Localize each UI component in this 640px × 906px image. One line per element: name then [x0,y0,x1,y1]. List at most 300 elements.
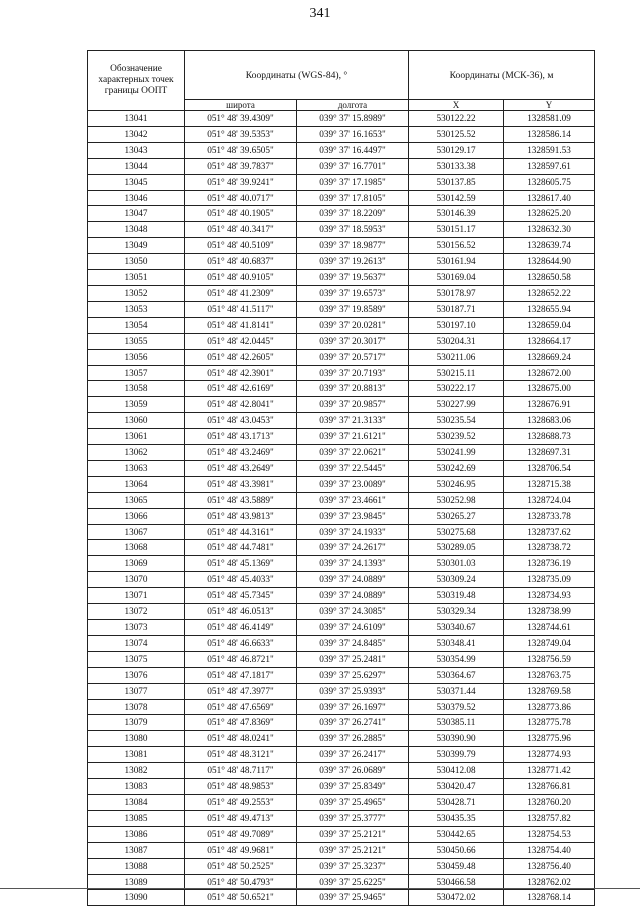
cell-longitude: 039° 37' 18.2209" [297,206,409,222]
cell-y-coord: 1328773.86 [504,699,595,715]
cell-x-coord: 530459.48 [409,858,504,874]
table-header-row [88,51,595,100]
cell-y-coord: 1328734.93 [504,588,595,604]
cell-x-coord: 530450.66 [409,842,504,858]
cell-x-coord: 530364.67 [409,667,504,683]
cell-y-coord: 1328771.42 [504,763,595,779]
cell-x-coord: 530428.71 [409,794,504,810]
header-y: Y [504,100,595,111]
cell-point-id: 13042 [88,126,185,142]
cell-x-coord: 530301.03 [409,556,504,572]
cell-y-coord: 1328756.59 [504,651,595,667]
cell-y-coord: 1328591.53 [504,142,595,158]
cell-latitude: 051° 48' 40.3417" [185,222,297,238]
cell-longitude: 039° 37' 26.0689" [297,763,409,779]
cell-y-coord: 1328672.00 [504,365,595,381]
cell-point-id: 13050 [88,254,185,270]
cell-point-id: 13047 [88,206,185,222]
table-row [88,397,595,413]
cell-point-id: 13076 [88,667,185,683]
cell-y-coord: 1328724.04 [504,492,595,508]
cell-y-coord: 1328762.02 [504,874,595,890]
cell-x-coord: 530472.02 [409,890,504,906]
cell-longitude: 039° 37' 19.2613" [297,254,409,270]
coordinates-table [87,50,595,906]
table-row [88,317,595,333]
cell-x-coord: 530227.99 [409,397,504,413]
table-row [88,158,595,174]
cell-y-coord: 1328586.14 [504,126,595,142]
cell-latitude: 051° 48' 44.3161" [185,524,297,540]
cell-latitude: 051° 48' 40.0717" [185,190,297,206]
cell-x-coord: 530420.47 [409,779,504,795]
cell-point-id: 13062 [88,445,185,461]
cell-x-coord: 530222.17 [409,381,504,397]
cell-longitude: 039° 37' 23.4661" [297,492,409,508]
cell-longitude: 039° 37' 26.2885" [297,731,409,747]
cell-y-coord: 1328625.20 [504,206,595,222]
table-row [88,254,595,270]
cell-x-coord: 530354.99 [409,651,504,667]
cell-point-id: 13051 [88,270,185,286]
cell-x-coord: 530379.52 [409,699,504,715]
cell-longitude: 039° 37' 17.8105" [297,190,409,206]
cell-y-coord: 1328652.22 [504,285,595,301]
cell-y-coord: 1328664.17 [504,333,595,349]
table-row [88,270,595,286]
cell-longitude: 039° 37' 24.0889" [297,588,409,604]
table-row [88,890,595,906]
cell-y-coord: 1328736.19 [504,556,595,572]
cell-longitude: 039° 37' 26.1697" [297,699,409,715]
cell-point-id: 13046 [88,190,185,206]
cell-longitude: 039° 37' 25.3237" [297,858,409,874]
cell-point-id: 13083 [88,779,185,795]
cell-point-id: 13075 [88,651,185,667]
table-row [88,842,595,858]
cell-latitude: 051° 48' 42.3901" [185,365,297,381]
cell-latitude: 051° 48' 46.8721" [185,651,297,667]
cell-latitude: 051° 48' 40.6837" [185,254,297,270]
cell-latitude: 051° 48' 39.4309" [185,111,297,127]
cell-latitude: 051° 48' 48.0241" [185,731,297,747]
table-row [88,190,595,206]
cell-point-id: 13085 [88,810,185,826]
cell-latitude: 051° 48' 46.6633" [185,635,297,651]
cell-y-coord: 1328715.38 [504,476,595,492]
cell-point-id: 13059 [88,397,185,413]
header-msk36: Координаты (МСК-36), м [409,51,595,100]
cell-y-coord: 1328650.58 [504,270,595,286]
cell-longitude: 039° 37' 21.3133" [297,413,409,429]
table-row [88,731,595,747]
cell-latitude: 051° 48' 46.4149" [185,620,297,636]
cell-latitude: 051° 48' 41.8141" [185,317,297,333]
cell-latitude: 051° 48' 42.6169" [185,381,297,397]
cell-latitude: 051° 48' 43.0453" [185,413,297,429]
cell-latitude: 051° 48' 41.2309" [185,285,297,301]
cell-longitude: 039° 37' 25.2481" [297,651,409,667]
cell-latitude: 051° 48' 50.4793" [185,874,297,890]
cell-latitude: 051° 48' 48.9853" [185,779,297,795]
cell-latitude: 051° 48' 43.2649" [185,460,297,476]
cell-x-coord: 530178.97 [409,285,504,301]
cell-y-coord: 1328774.93 [504,747,595,763]
cell-longitude: 039° 37' 21.6121" [297,429,409,445]
cell-x-coord: 530399.79 [409,747,504,763]
cell-point-id: 13082 [88,763,185,779]
cell-point-id: 13064 [88,476,185,492]
cell-point-id: 13048 [88,222,185,238]
cell-longitude: 039° 37' 20.0281" [297,317,409,333]
cell-latitude: 051° 48' 43.2469" [185,445,297,461]
cell-x-coord: 530466.58 [409,874,504,890]
cell-x-coord: 530129.17 [409,142,504,158]
table-row [88,651,595,667]
cell-x-coord: 530146.39 [409,206,504,222]
table-row [88,810,595,826]
cell-x-coord: 530435.35 [409,810,504,826]
cell-longitude: 039° 37' 20.3017" [297,333,409,349]
table-row [88,142,595,158]
cell-point-id: 13052 [88,285,185,301]
cell-point-id: 13080 [88,731,185,747]
cell-x-coord: 530309.24 [409,572,504,588]
cell-x-coord: 530211.06 [409,349,504,365]
cell-longitude: 039° 37' 19.8589" [297,301,409,317]
cell-longitude: 039° 37' 18.5953" [297,222,409,238]
cell-latitude: 051° 48' 40.9105" [185,270,297,286]
cell-longitude: 039° 37' 19.6573" [297,285,409,301]
cell-y-coord: 1328768.14 [504,890,595,906]
cell-latitude: 051° 48' 43.5889" [185,492,297,508]
table-row [88,635,595,651]
table-row [88,238,595,254]
cell-y-coord: 1328581.09 [504,111,595,127]
table-row [88,333,595,349]
cell-longitude: 039° 37' 25.9465" [297,890,409,906]
header-x: X [409,100,504,111]
cell-point-id: 13078 [88,699,185,715]
cell-longitude: 039° 37' 24.6109" [297,620,409,636]
header-designation: Обозначение характерных точек границы ООПТ [88,51,185,111]
cell-point-id: 13081 [88,747,185,763]
cell-x-coord: 530329.34 [409,604,504,620]
cell-x-coord: 530265.27 [409,508,504,524]
cell-longitude: 039° 37' 15.8989" [297,111,409,127]
cell-y-coord: 1328754.53 [504,826,595,842]
cell-x-coord: 530252.98 [409,492,504,508]
cell-point-id: 13088 [88,858,185,874]
cell-y-coord: 1328738.99 [504,604,595,620]
cell-latitude: 051° 48' 45.4033" [185,572,297,588]
cell-latitude: 051° 48' 44.7481" [185,540,297,556]
table-row [88,524,595,540]
cell-x-coord: 530289.05 [409,540,504,556]
cell-point-id: 13054 [88,317,185,333]
cell-y-coord: 1328775.78 [504,715,595,731]
table-row [88,445,595,461]
cell-y-coord: 1328754.40 [504,842,595,858]
page-number: 341 [309,6,331,21]
cell-y-coord: 1328737.62 [504,524,595,540]
cell-y-coord: 1328639.74 [504,238,595,254]
cell-x-coord: 530319.48 [409,588,504,604]
cell-latitude: 051° 48' 47.6569" [185,699,297,715]
table-row [88,365,595,381]
cell-longitude: 039° 37' 25.8349" [297,779,409,795]
cell-latitude: 051° 48' 42.0445" [185,333,297,349]
cell-longitude: 039° 37' 22.5445" [297,460,409,476]
cell-y-coord: 1328669.24 [504,349,595,365]
cell-point-id: 13073 [88,620,185,636]
cell-latitude: 051° 48' 40.1905" [185,206,297,222]
cell-y-coord: 1328744.61 [504,620,595,636]
cell-x-coord: 530161.94 [409,254,504,270]
cell-point-id: 13061 [88,429,185,445]
table-row [88,206,595,222]
cell-point-id: 13070 [88,572,185,588]
cell-x-coord: 530215.11 [409,365,504,381]
cell-latitude: 051° 48' 49.9681" [185,842,297,858]
cell-longitude: 039° 37' 25.6225" [297,874,409,890]
cell-y-coord: 1328738.72 [504,540,595,556]
table-row [88,508,595,524]
table-row [88,174,595,190]
cell-longitude: 039° 37' 16.7701" [297,158,409,174]
cell-y-coord: 1328597.61 [504,158,595,174]
cell-latitude: 051° 48' 43.3981" [185,476,297,492]
cell-x-coord: 530137.85 [409,174,504,190]
cell-y-coord: 1328632.30 [504,222,595,238]
cell-longitude: 039° 37' 26.2417" [297,747,409,763]
header-wgs84: Координаты (WGS-84), ° [185,51,409,100]
cell-latitude: 051° 48' 39.6505" [185,142,297,158]
cell-latitude: 051° 48' 47.3977" [185,683,297,699]
cell-point-id: 13077 [88,683,185,699]
cell-longitude: 039° 37' 22.0621" [297,445,409,461]
cell-longitude: 039° 37' 16.1653" [297,126,409,142]
cell-latitude: 051° 48' 39.5353" [185,126,297,142]
cell-longitude: 039° 37' 24.2617" [297,540,409,556]
cell-latitude: 051° 48' 45.1369" [185,556,297,572]
cell-x-coord: 530156.52 [409,238,504,254]
cell-point-id: 13072 [88,604,185,620]
table-row [88,349,595,365]
cell-point-id: 13058 [88,381,185,397]
cell-longitude: 039° 37' 25.4965" [297,794,409,810]
table-row [88,381,595,397]
table-row [88,699,595,715]
cell-point-id: 13056 [88,349,185,365]
cell-x-coord: 530385.11 [409,715,504,731]
cell-latitude: 051° 48' 42.2605" [185,349,297,365]
cell-point-id: 13053 [88,301,185,317]
cell-y-coord: 1328706.54 [504,460,595,476]
table-row [88,667,595,683]
table-row [88,763,595,779]
header-latitude: широта [185,100,297,111]
cell-latitude: 051° 48' 43.1713" [185,429,297,445]
table-row [88,683,595,699]
cell-longitude: 039° 37' 25.6297" [297,667,409,683]
cell-latitude: 051° 48' 41.5117" [185,301,297,317]
cell-point-id: 13084 [88,794,185,810]
cell-longitude: 039° 37' 23.0089" [297,476,409,492]
cell-longitude: 039° 37' 20.7193" [297,365,409,381]
cell-y-coord: 1328749.04 [504,635,595,651]
cell-x-coord: 530125.52 [409,126,504,142]
cell-y-coord: 1328605.75 [504,174,595,190]
cell-longitude: 039° 37' 24.1393" [297,556,409,572]
cell-point-id: 13089 [88,874,185,890]
cell-longitude: 039° 37' 17.1985" [297,174,409,190]
cell-y-coord: 1328676.91 [504,397,595,413]
cell-point-id: 13079 [88,715,185,731]
cell-y-coord: 1328766.81 [504,779,595,795]
cell-latitude: 051° 48' 43.9813" [185,508,297,524]
cell-point-id: 13060 [88,413,185,429]
table-row [88,285,595,301]
cell-latitude: 051° 48' 40.5109" [185,238,297,254]
cell-y-coord: 1328617.40 [504,190,595,206]
bottom-divider [0,888,640,889]
cell-y-coord: 1328733.78 [504,508,595,524]
cell-y-coord: 1328769.58 [504,683,595,699]
table-row [88,826,595,842]
cell-y-coord: 1328675.00 [504,381,595,397]
cell-point-id: 13057 [88,365,185,381]
cell-point-id: 13063 [88,460,185,476]
cell-x-coord: 530246.95 [409,476,504,492]
cell-y-coord: 1328683.06 [504,413,595,429]
cell-x-coord: 530235.54 [409,413,504,429]
cell-longitude: 039° 37' 24.8485" [297,635,409,651]
cell-longitude: 039° 37' 24.0889" [297,572,409,588]
cell-point-id: 13090 [88,890,185,906]
cell-longitude: 039° 37' 26.2741" [297,715,409,731]
cell-latitude: 051° 48' 48.7117" [185,763,297,779]
cell-point-id: 13044 [88,158,185,174]
table-row [88,572,595,588]
cell-latitude: 051° 48' 48.3121" [185,747,297,763]
table-row [88,858,595,874]
table-row [88,779,595,795]
cell-x-coord: 530412.08 [409,763,504,779]
cell-latitude: 051° 48' 39.7837" [185,158,297,174]
cell-point-id: 13071 [88,588,185,604]
cell-y-coord: 1328760.20 [504,794,595,810]
table-row [88,301,595,317]
cell-longitude: 039° 37' 24.1933" [297,524,409,540]
cell-latitude: 051° 48' 47.1817" [185,667,297,683]
cell-y-coord: 1328688.73 [504,429,595,445]
cell-x-coord: 530187.71 [409,301,504,317]
table-row [88,492,595,508]
cell-x-coord: 530442.65 [409,826,504,842]
cell-latitude: 051° 48' 46.0513" [185,604,297,620]
cell-point-id: 13087 [88,842,185,858]
cell-point-id: 13074 [88,635,185,651]
cell-point-id: 13041 [88,111,185,127]
cell-point-id: 13068 [88,540,185,556]
cell-x-coord: 530204.31 [409,333,504,349]
cell-y-coord: 1328735.09 [504,572,595,588]
cell-latitude: 051° 48' 42.8041" [185,397,297,413]
cell-x-coord: 530169.04 [409,270,504,286]
cell-latitude: 051° 48' 39.9241" [185,174,297,190]
header-longitude: долгота [297,100,409,111]
cell-longitude: 039° 37' 19.5637" [297,270,409,286]
table-row [88,126,595,142]
table-row [88,588,595,604]
cell-point-id: 13069 [88,556,185,572]
cell-y-coord: 1328757.82 [504,810,595,826]
table-row [88,413,595,429]
cell-point-id: 13066 [88,508,185,524]
cell-longitude: 039° 37' 24.3085" [297,604,409,620]
cell-latitude: 051° 48' 50.2525" [185,858,297,874]
cell-point-id: 13045 [88,174,185,190]
cell-longitude: 039° 37' 25.2121" [297,826,409,842]
cell-latitude: 051° 48' 49.2553" [185,794,297,810]
cell-longitude: 039° 37' 16.4497" [297,142,409,158]
cell-latitude: 051° 48' 49.4713" [185,810,297,826]
table-row [88,556,595,572]
cell-point-id: 13049 [88,238,185,254]
cell-longitude: 039° 37' 20.9857" [297,397,409,413]
cell-longitude: 039° 37' 25.9393" [297,683,409,699]
cell-y-coord: 1328763.75 [504,667,595,683]
cell-x-coord: 530340.67 [409,620,504,636]
table-row [88,794,595,810]
table-row [88,747,595,763]
cell-point-id: 13067 [88,524,185,540]
cell-x-coord: 530122.22 [409,111,504,127]
table-row [88,540,595,556]
cell-x-coord: 530241.99 [409,445,504,461]
cell-y-coord: 1328697.31 [504,445,595,461]
cell-longitude: 039° 37' 20.5717" [297,349,409,365]
cell-latitude: 051° 48' 49.7089" [185,826,297,842]
cell-y-coord: 1328659.04 [504,317,595,333]
cell-x-coord: 530390.90 [409,731,504,747]
cell-x-coord: 530142.59 [409,190,504,206]
cell-x-coord: 530371.44 [409,683,504,699]
cell-longitude: 039° 37' 20.8813" [297,381,409,397]
table-row [88,604,595,620]
cell-latitude: 051° 48' 47.8369" [185,715,297,731]
cell-y-coord: 1328644.90 [504,254,595,270]
cell-latitude: 051° 48' 45.7345" [185,588,297,604]
cell-x-coord: 530133.38 [409,158,504,174]
table-row [88,429,595,445]
cell-longitude: 039° 37' 18.9877" [297,238,409,254]
cell-x-coord: 530348.41 [409,635,504,651]
table-row [88,460,595,476]
table-row [88,476,595,492]
table-row [88,715,595,731]
cell-point-id: 13055 [88,333,185,349]
cell-x-coord: 530239.52 [409,429,504,445]
cell-x-coord: 530275.68 [409,524,504,540]
table-row [88,222,595,238]
cell-x-coord: 530151.17 [409,222,504,238]
cell-longitude: 039° 37' 23.9845" [297,508,409,524]
cell-x-coord: 530242.69 [409,460,504,476]
cell-point-id: 13086 [88,826,185,842]
cell-point-id: 13043 [88,142,185,158]
